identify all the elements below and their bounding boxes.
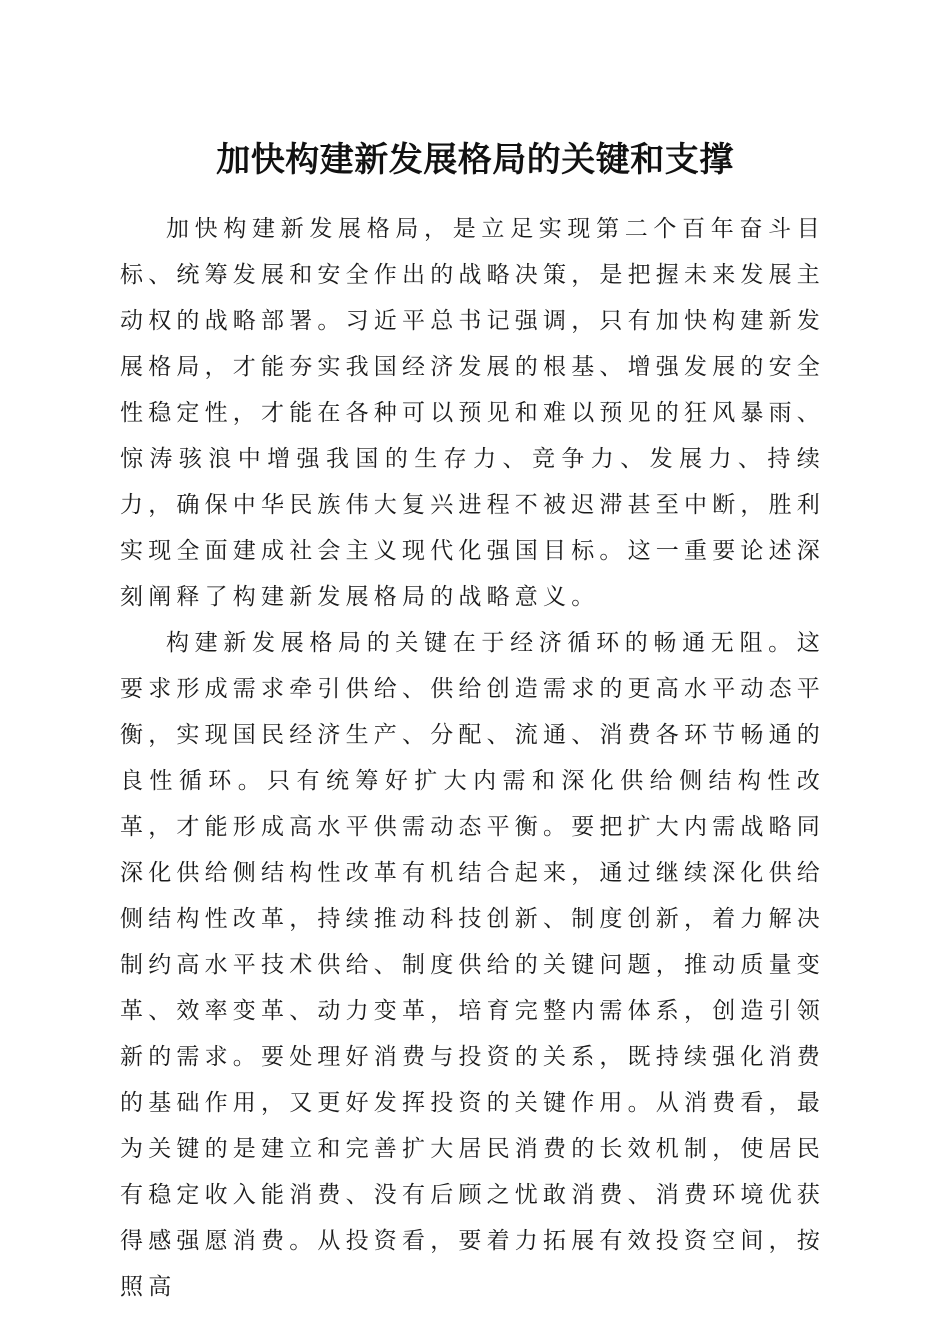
paragraph-2: 构建新发展格局的关键在于经济循环的畅通无阻。这要求形成需求牵引供给、供给创造需求的更高水平动态平衡，实现国民经济生产、分配、流通、消费各环节畅通的良性循环。只有统筹好扩大内需和深化供给侧结构性改革，才能形成高水平供需动态平衡。要把扩大内需战略同深化供给侧结构性改革有机结合起来，通过继续深化供给侧结构性改革，持续推动科技创新、制度创新，着力解决制约高水平技术供给、制度供给的关键问题，推动质量变革、效率变革、动力变革，培育完整内需体系，创造引领新的需求。要处理好消费与投资的关系，既持续强化消费的基础作用，又更好发挥投资的关键作用。从消费看，最为关键的是建立和完善扩大居民消费的长效机制，使居民有稳定收入能消费、没有后顾之忧敢消费、消费环境优获得感强愿消费。从投资看，要着力拓展有效投资空间，按照高 xyxy=(120,630,825,1300)
page-title: 加快构建新发展格局的关键和支撑 xyxy=(216,140,734,180)
paragraph-1: 加快构建新发展格局，是立足实现第二个百年奋斗目标、统筹发展和安全作出的战略决策，是把握未来发展主动权的战略部署。习近平总书记强调，只有加快构建新发展格局，才能夯实我国经济发展的根基、增强发展的安全性稳定性，才能在各种可以预见和难以预见的狂风暴雨、惊涛骇浪中增强我国的生存力、竞争力、发展力、持续力，确保中华民族伟大复兴进程不被迟滞甚至中断，胜利实现全面建成社会主义现代化强国目标。这一重要论述深刻阐释了构建新发展格局的战略意义。 xyxy=(120,216,825,610)
document-body xyxy=(120,206,825,1310)
